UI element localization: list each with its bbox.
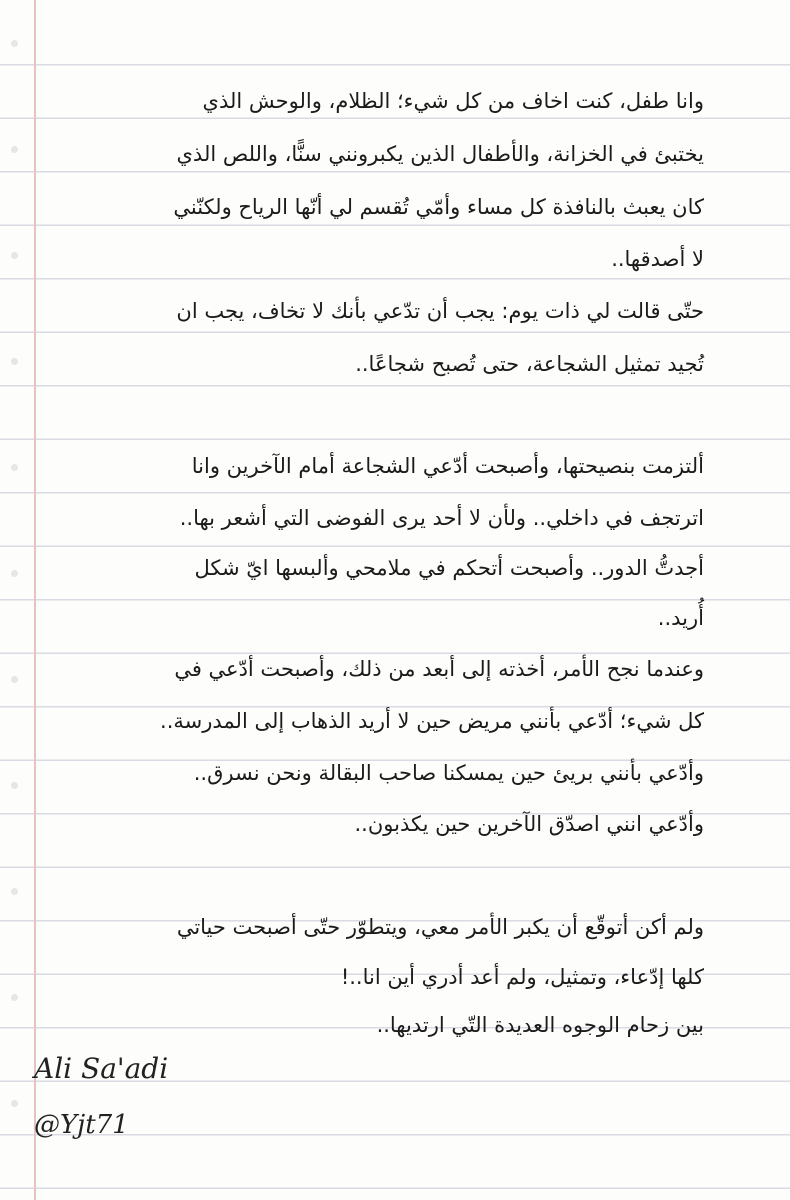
text-line: لا أصدقها.. <box>611 247 704 271</box>
text-line: يختبئ في الخزانة، والأطفال الذين يكبرونني سنًّا، واللص الذي <box>176 142 704 166</box>
signature-handle: @Yjt71 <box>34 1110 129 1140</box>
text-line: حتّى قالت لي ذات يوم: يجب أن تدّعي بأنك لا تخاف، يجب ان <box>176 299 704 323</box>
text-line: ألتزمت بنصيحتها، وأصبحت أدّعي الشجاعة أمام الآخرين وانا <box>191 454 704 478</box>
text-line: أجدتُّ الدور.. وأصبحت أتحكم في ملامحي وألبسها ايّ شكل <box>194 556 704 580</box>
text-line: كان يعبث بالنافذة كل مساء وأمّي تُقسم لي أنّها الرياح ولكنّني <box>173 195 704 219</box>
signature-name: Ali Sa'adi <box>34 1052 169 1085</box>
text-line: أُريد.. <box>657 606 704 630</box>
text-line: وعندما نجح الأمر، أخذته إلى أبعد من ذلك، وأصبحت أدّعي في <box>174 657 704 681</box>
text-line: ولم أكن أتوقّع أن يكبر الأمر معي، ويتطوّر حتّى أصبحت حياتي <box>176 915 704 939</box>
text-line: كلها إدّعاء، وتمثيل، ولم أعد أدري أين انا..! <box>340 965 704 989</box>
text-line: تُجيد تمثيل الشجاعة، حتى تُصبح شجاعًا.. <box>355 352 704 376</box>
text-line: وأدّعي انني اصدّق الآخرين حين يكذبون.. <box>354 812 704 836</box>
text-line: بين زحام الوجوه العديدة التّي ارتديها.. <box>376 1013 704 1037</box>
text-line: كل شيء؛ أدّعي بأنني مريض حين لا أريد الذهاب إلى المدرسة.. <box>160 709 704 733</box>
text-line: اترتجف في داخلي.. ولأن لا أحد يرى الفوضى التي أشعر بها.. <box>179 506 704 530</box>
text-line: وأدّعي بأنني بريئ حين يمسكنا صاحب البقالة ونحن نسرق.. <box>193 761 704 785</box>
text-line: وانا طفل، كنت اخاف من كل شيء؛ الظلام، والوحش الذي <box>202 89 704 113</box>
